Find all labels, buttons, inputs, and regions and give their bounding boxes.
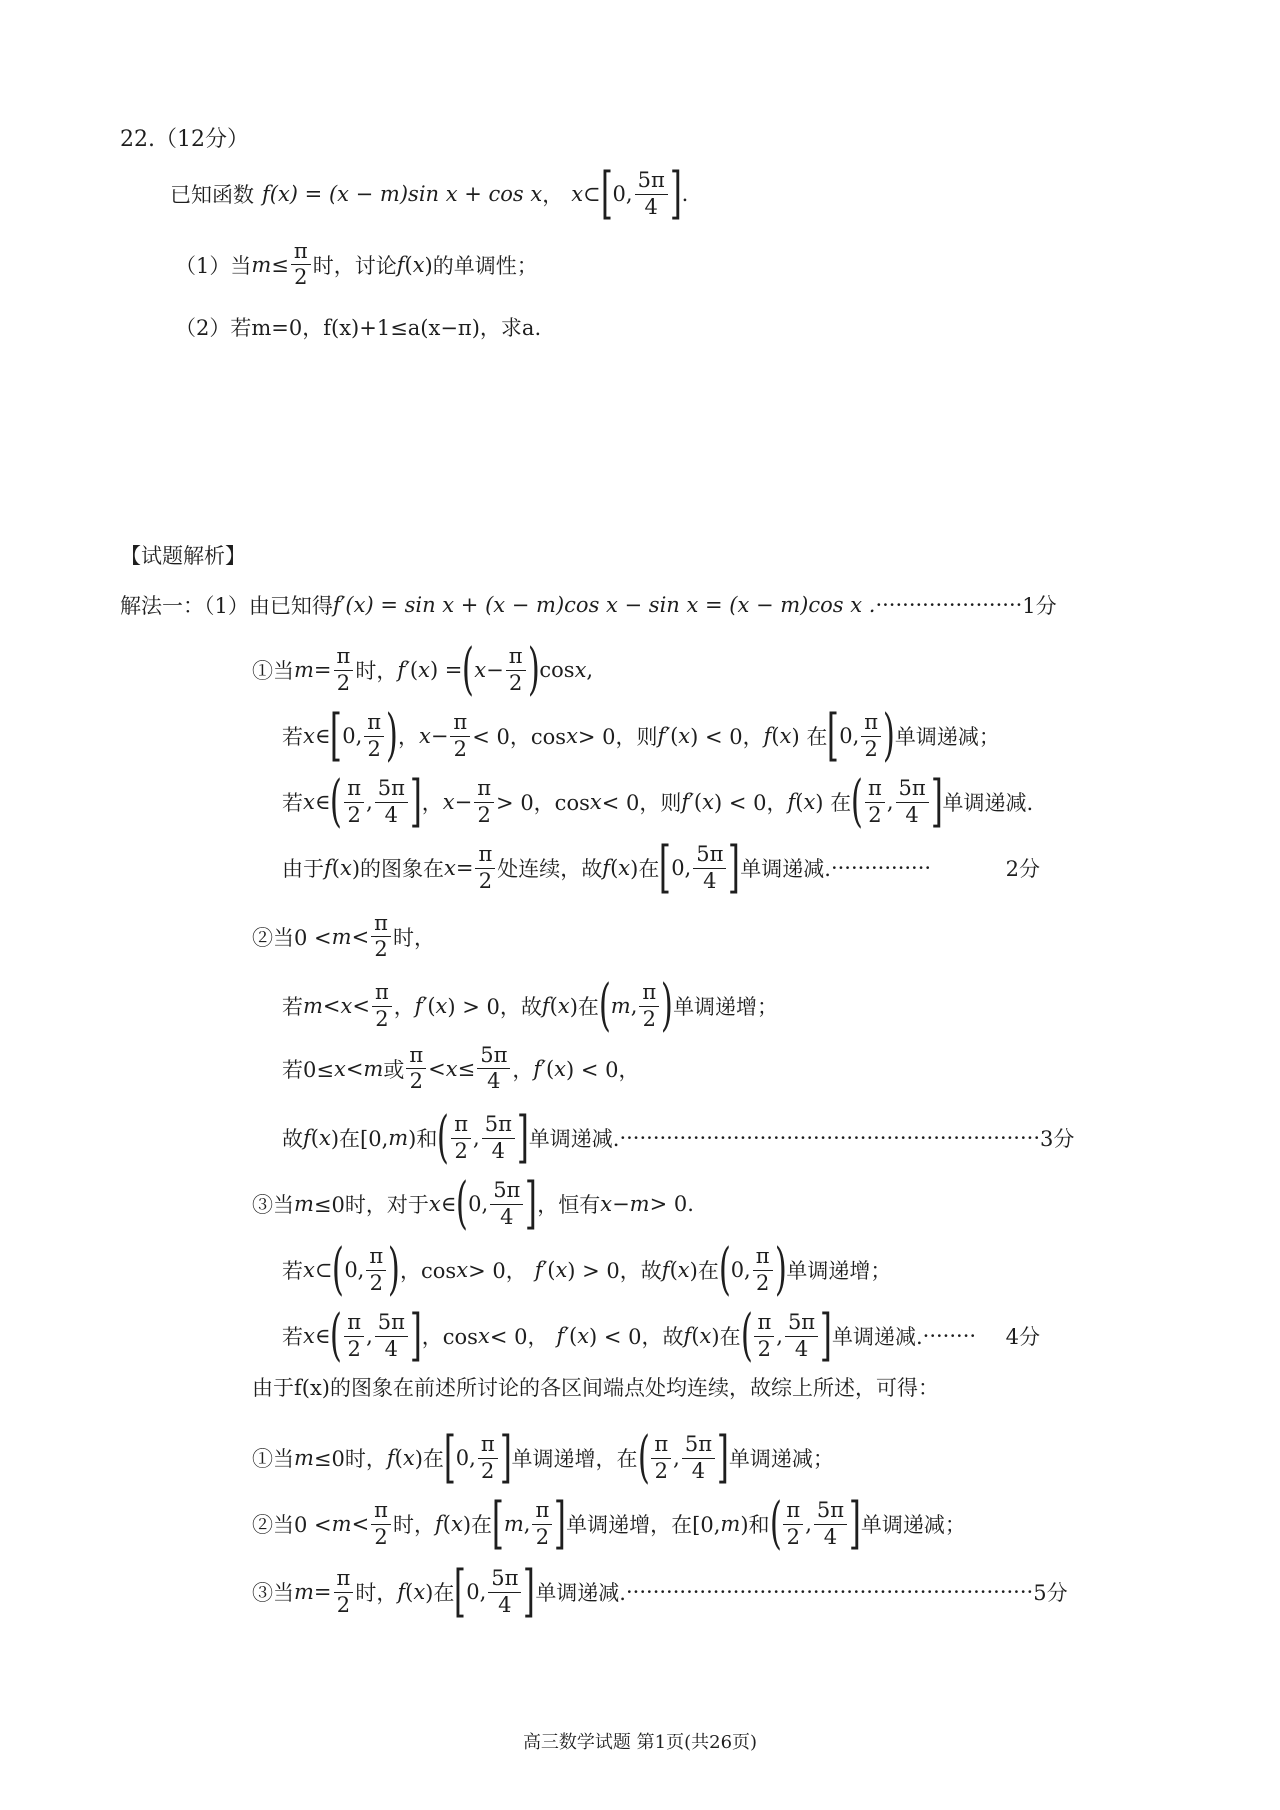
case1-title: ①当 m = $\frac{\pi}{2}$ 时， f′ ( x ) = ( x − $\frac{\pi}{2}$ ) cos x , [252, 637, 594, 702]
case2-b: 若0≤ x < m 或 π 2 < x ≤ $\frac{5\pi}{4}$ ， f′ ( x ) < 0， [282, 1043, 640, 1094]
method-label: 解法一：（1）由已知得 [120, 594, 333, 618]
case1-a: 若 x ∈ [ 0, π 2 ) ， x − $\frac{\pi}{2}$ < 0，cos x > 0，则 f′ ( x ) < 0， f ( x ) 在 [ 0, π 2 ) 单调递减； [282, 703, 1000, 768]
summary-3: ③当 m = $\frac{\pi}{2}$ 时， f ( x )在 [ 0, 5π 4 ] 单调递减. ····························································· 5分 [252, 1559, 1068, 1624]
question-2-text: （2）若m=0，f(x)+1≤a(x−π)，求a. [175, 316, 542, 340]
score-1: 1分 [1022, 594, 1057, 618]
summary-intro [252, 1372, 939, 1402]
question-2 [175, 312, 541, 342]
problem-intro: 已知函数 [170, 183, 254, 207]
score-5: 5分 [1033, 1581, 1068, 1605]
case1-c: 由于 f ( x )的图象在 x = $\frac{\pi}{2}$ 处连续，故 f ( x )在 [ 0, 5π 4 ] 单调递减. ··············· 2分 [282, 835, 1040, 900]
domain-label: x⊂ [571, 182, 601, 206]
analysis-header-text: 【试题解析】 [120, 544, 246, 568]
method-1-line: 解法一：（1）由已知得 f′(x) = sin x + (x − m)cos x − sin x = (x − m)cos x . ······················ 1分 [120, 590, 1030, 620]
summary-1: ①当 m ≤0时， f ( x )在 [ 0, π 2 ] 单调递增，在 ( π 2 , 5π 4 ] 单调递减； [252, 1425, 834, 1490]
score-3: 3分 [1040, 1127, 1075, 1151]
question-1: （1）当 m ≤ $\frac{\pi}{2}$ 时，讨论 f ( x )的单调性； [175, 239, 538, 290]
function-def: f(x) = (x − m)sin x + cos x [262, 182, 543, 206]
analysis-header [120, 540, 246, 570]
case2-title: ②当0 < m < π 2 时， [252, 911, 435, 962]
case3-a: 若 x ⊂ ( 0, π 2 ) ，cos x > 0， f′ ( x ) > 0，故 f ( x )在 ( 0, π 2 ) 单调递增； [282, 1237, 892, 1302]
summary-2: ②当0 < m < π 2 时， f ( x )在 [ m , π 2 ] 单调递增，在[0, m )和 ( π 2 , 5π 4 ] 单调递减； [252, 1491, 966, 1556]
page-footer [0, 1728, 1280, 1754]
summary-intro-text: 由于f(x)的图象在前述所讨论的各区间端点处均连续，故综上所述，可得： [252, 1376, 939, 1400]
problem-number-text: 22.（12分） [120, 127, 249, 152]
case3-title: ③当 m ≤0时，对于 x ∈ ( 0, 5π 4 ] ，恒有 x − m > 0. [252, 1171, 694, 1236]
problem-number [120, 122, 249, 153]
score-4: 4分 [1005, 1325, 1040, 1349]
score-2: 2分 [1005, 857, 1040, 881]
derivative-expr: f′(x) = sin x + (x − m)cos x − sin x = (x − m)cos x . [332, 593, 876, 617]
case2-c: 故 f ( x )在[0, m )和 ( π 2 , 5π 4 ] 单调递减. ······························································· 3分 [282, 1105, 1075, 1170]
case3-b: 若 x ∈ ( π 2 , 5π 4 ] ，cos x < 0， f′ ( x ) < 0，故 f ( x )在 ( π 2 , 5π 4 ] 单调递减. ········ 4分 [282, 1303, 1040, 1368]
problem-statement: 已知函数 f(x) = (x − m)sin x + cos x ， x⊂ [ 0, 5π 4 ] . [170, 161, 689, 226]
case1-b: 若 x ∈ ( π 2 , 5π 4 ] ， x − $\frac{\pi}{2}$ > 0，cos x < 0，则 f′ ( x ) < 0， f ( x ) 在 ( π 2 , 5π 4 ] 单调递减. [282, 769, 1034, 834]
page-footer-text: 高三数学试题 第1页(共26页) [522, 1732, 758, 1753]
case2-a: 若 m < x < π 2 ， f′ ( x ) > 0，故 f ( x )在 ( m , π 2 ) 单调递增； [282, 973, 779, 1038]
